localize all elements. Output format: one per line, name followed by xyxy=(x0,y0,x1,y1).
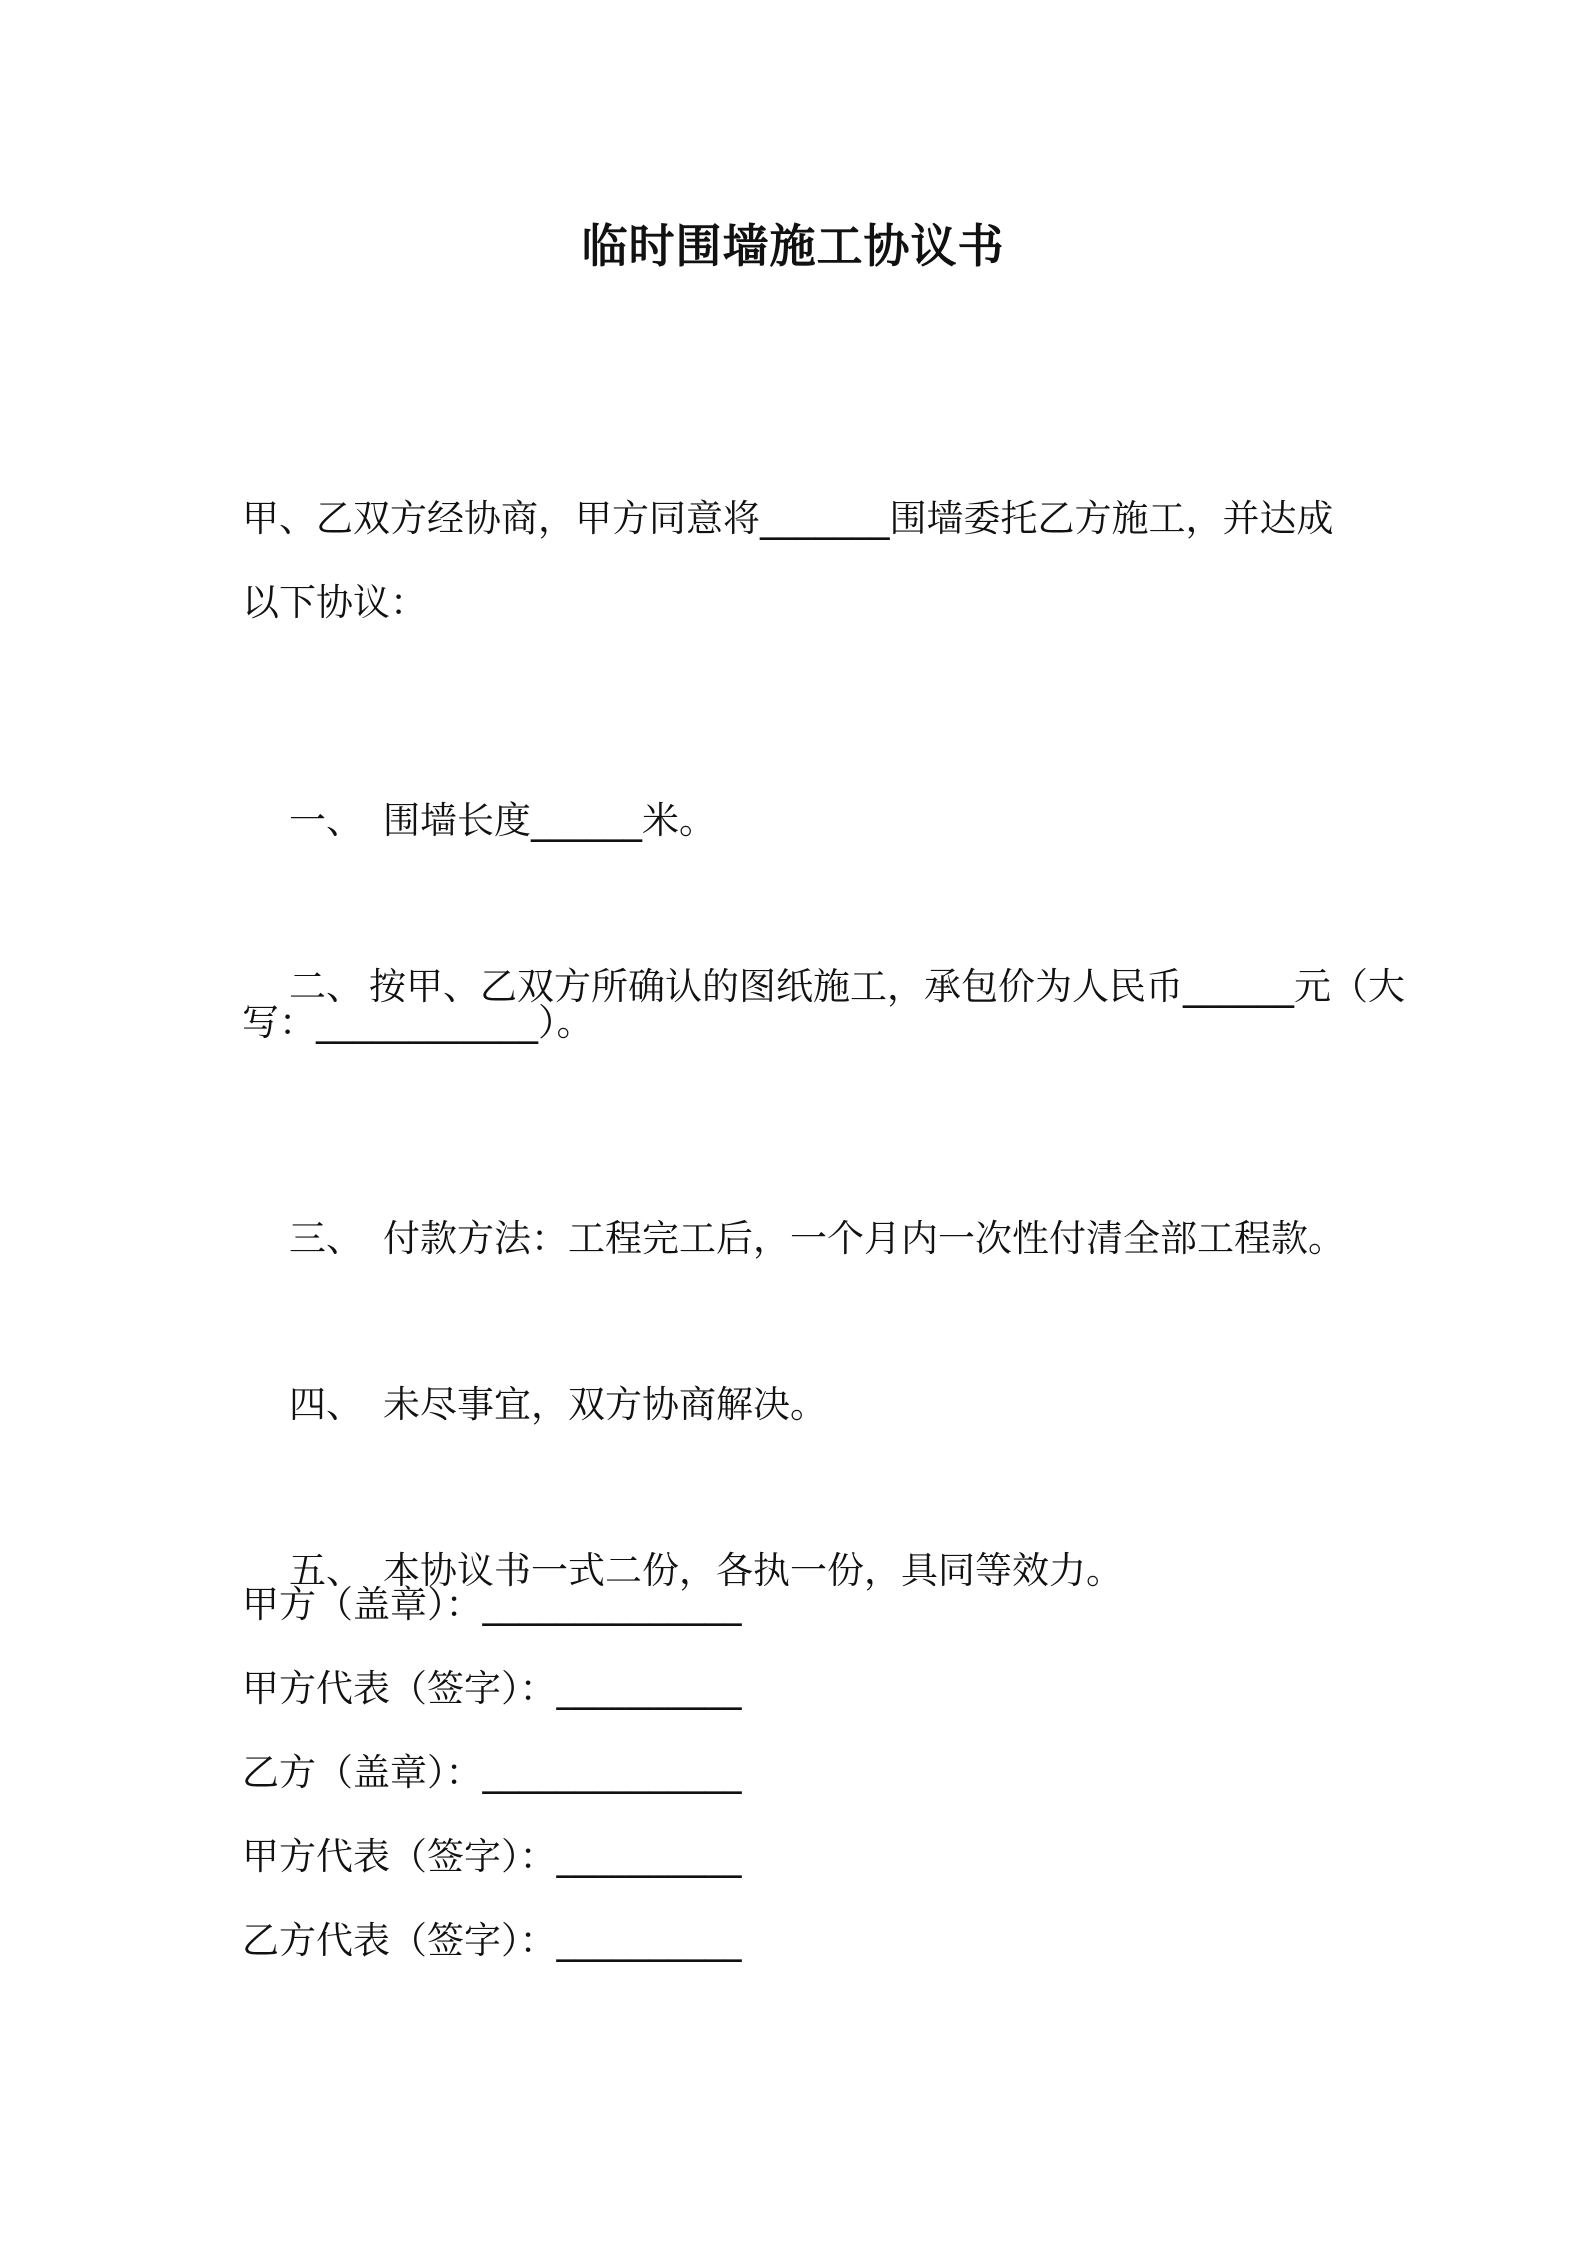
intro-line-2: 以下协议： xyxy=(242,581,427,624)
signature-party-b-seal: 乙方（盖章）：______________ xyxy=(242,1751,742,1794)
clause-2-continued: 写：____________）。 xyxy=(242,1001,594,1044)
clause-number: 五、 xyxy=(289,1549,364,1592)
intro-line-1: 甲、乙双方经协商，甲方同意将_______围墙委托乙方施工，并达成 xyxy=(242,497,1334,540)
clause-text: 按甲、乙双方所确认的图纸施工，承包价为人民币______元（大 xyxy=(369,965,1406,1008)
signature-party-b-rep: 乙方代表（签字）：__________ xyxy=(242,1919,742,1962)
clause-number: 三、 xyxy=(289,1217,364,1260)
clause-text: 未尽事宜，双方协商解决。 xyxy=(383,1383,828,1426)
clause-number: 二、 xyxy=(289,965,364,1008)
clause-text: 围墙长度______米。 xyxy=(383,799,717,842)
clause-1 xyxy=(242,746,716,896)
document-title: 临时围墙施工协议书 xyxy=(581,219,1005,273)
signature-party-a-rep: 甲方代表（签字）：__________ xyxy=(242,1667,742,1710)
clause-text: 本协议书一式二份，各执一份，具同等效力。 xyxy=(383,1549,1124,1592)
clause-4 xyxy=(242,1330,827,1480)
clause-number: 四、 xyxy=(289,1383,364,1426)
clause-number: 一、 xyxy=(289,799,364,842)
signature-party-a-rep-2: 甲方代表（签字）：__________ xyxy=(242,1835,742,1878)
signature-party-a-seal: 甲方（盖章）：______________ xyxy=(242,1583,742,1626)
clause-text: 付款方法：工程完工后，一个月内一次性付清全部工程款。 xyxy=(383,1217,1346,1260)
clause-3 xyxy=(242,1164,1345,1314)
